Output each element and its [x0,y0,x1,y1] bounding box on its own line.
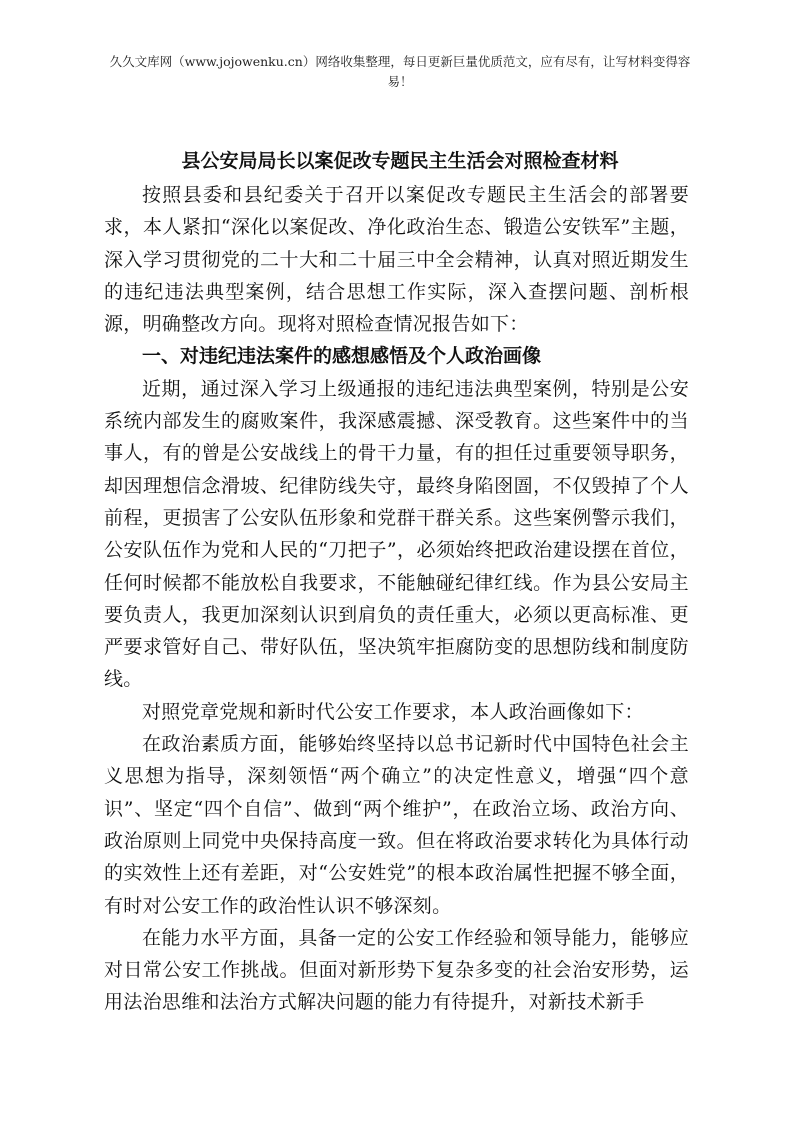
header-note: 久久文库网（www.jojowenku.cn）网络收集整理，每日更新巨量优质范文，应有尽有，让写材料变得容易！ [109,54,691,89]
intro-paragraph: 按照县委和县纪委关于召开以案促改专题民主生活会的部署要求，本人紧扣“深化以案促改、净化政治生态、锻造公安铁军”主题，深入学习贯彻党的二十大和二十届三中全会精神，认真对照近期发生的违纪违法典型案例，结合思想工作实际，深入查摆问题、剖析根源，明确整改方向。现将对照检查情况报告如下： [104,184,689,336]
body-paragraph: 对照党章党规和新时代公安工作要求，本人政治画像如下： [142,700,644,723]
body-paragraph: 在政治素质方面，能够始终坚持以总书记新时代中国特色社会主义思想为指导，深刻领悟“两个确立”的决定性意义，增强“四个意识”、坚定“四个自信”、做到“两个维护”，在政治立场、政治方向、政治原则上同党中央保持高度一致。但在将政治要求转化为具体行动的实效性上还有差距，对“公安姓党”的根本政治属性把握不够全面，有时对公安工作的政治性认识不够深刻。 [104,733,689,917]
body-paragraph: 近期，通过深入学习上级通报的违纪违法典型案例，特别是公安系统内部发生的腐败案件，我深感震撼、深受教育。这些案件中的当事人，有的曾是公安战线上的骨干力量，有的担任过重要领导职务，却因理想信念滑坡、纪律防线失守，最终身陷囹圄，不仅毁掉了个人前程，更损害了公安队伍形象和党群干群关系。这些案例警示我们，公安队伍作为党和人民的“刀把子”，必须始终把政治建设摆在首位，任何时候都不能放松自我要求，不能触碰纪律红线。作为县公安局主要负责人，我更加深刻认识到肩负的责任重大，必须以更高标准、更严要求管好自己、带好队伍，坚决筑牢拒腐防变的思想防线和制度防线。 [104,377,689,691]
body-paragraph: 在能力水平方面，具备一定的公安工作经验和领导能力，能够应对日常公安工作挑战。但面对新形势下复杂多变的社会治安形势，运用法治思维和法治方式解决问题的能力有待提升，对新技术新手 [104,926,689,1014]
section-heading: 一、对违纪违法案件的感想感悟及个人政治画像 [142,345,542,368]
document-title: 县公安局局长以案促改专题民主生活会对照检查材料 [181,150,619,172]
document-body [104,179,689,1019]
